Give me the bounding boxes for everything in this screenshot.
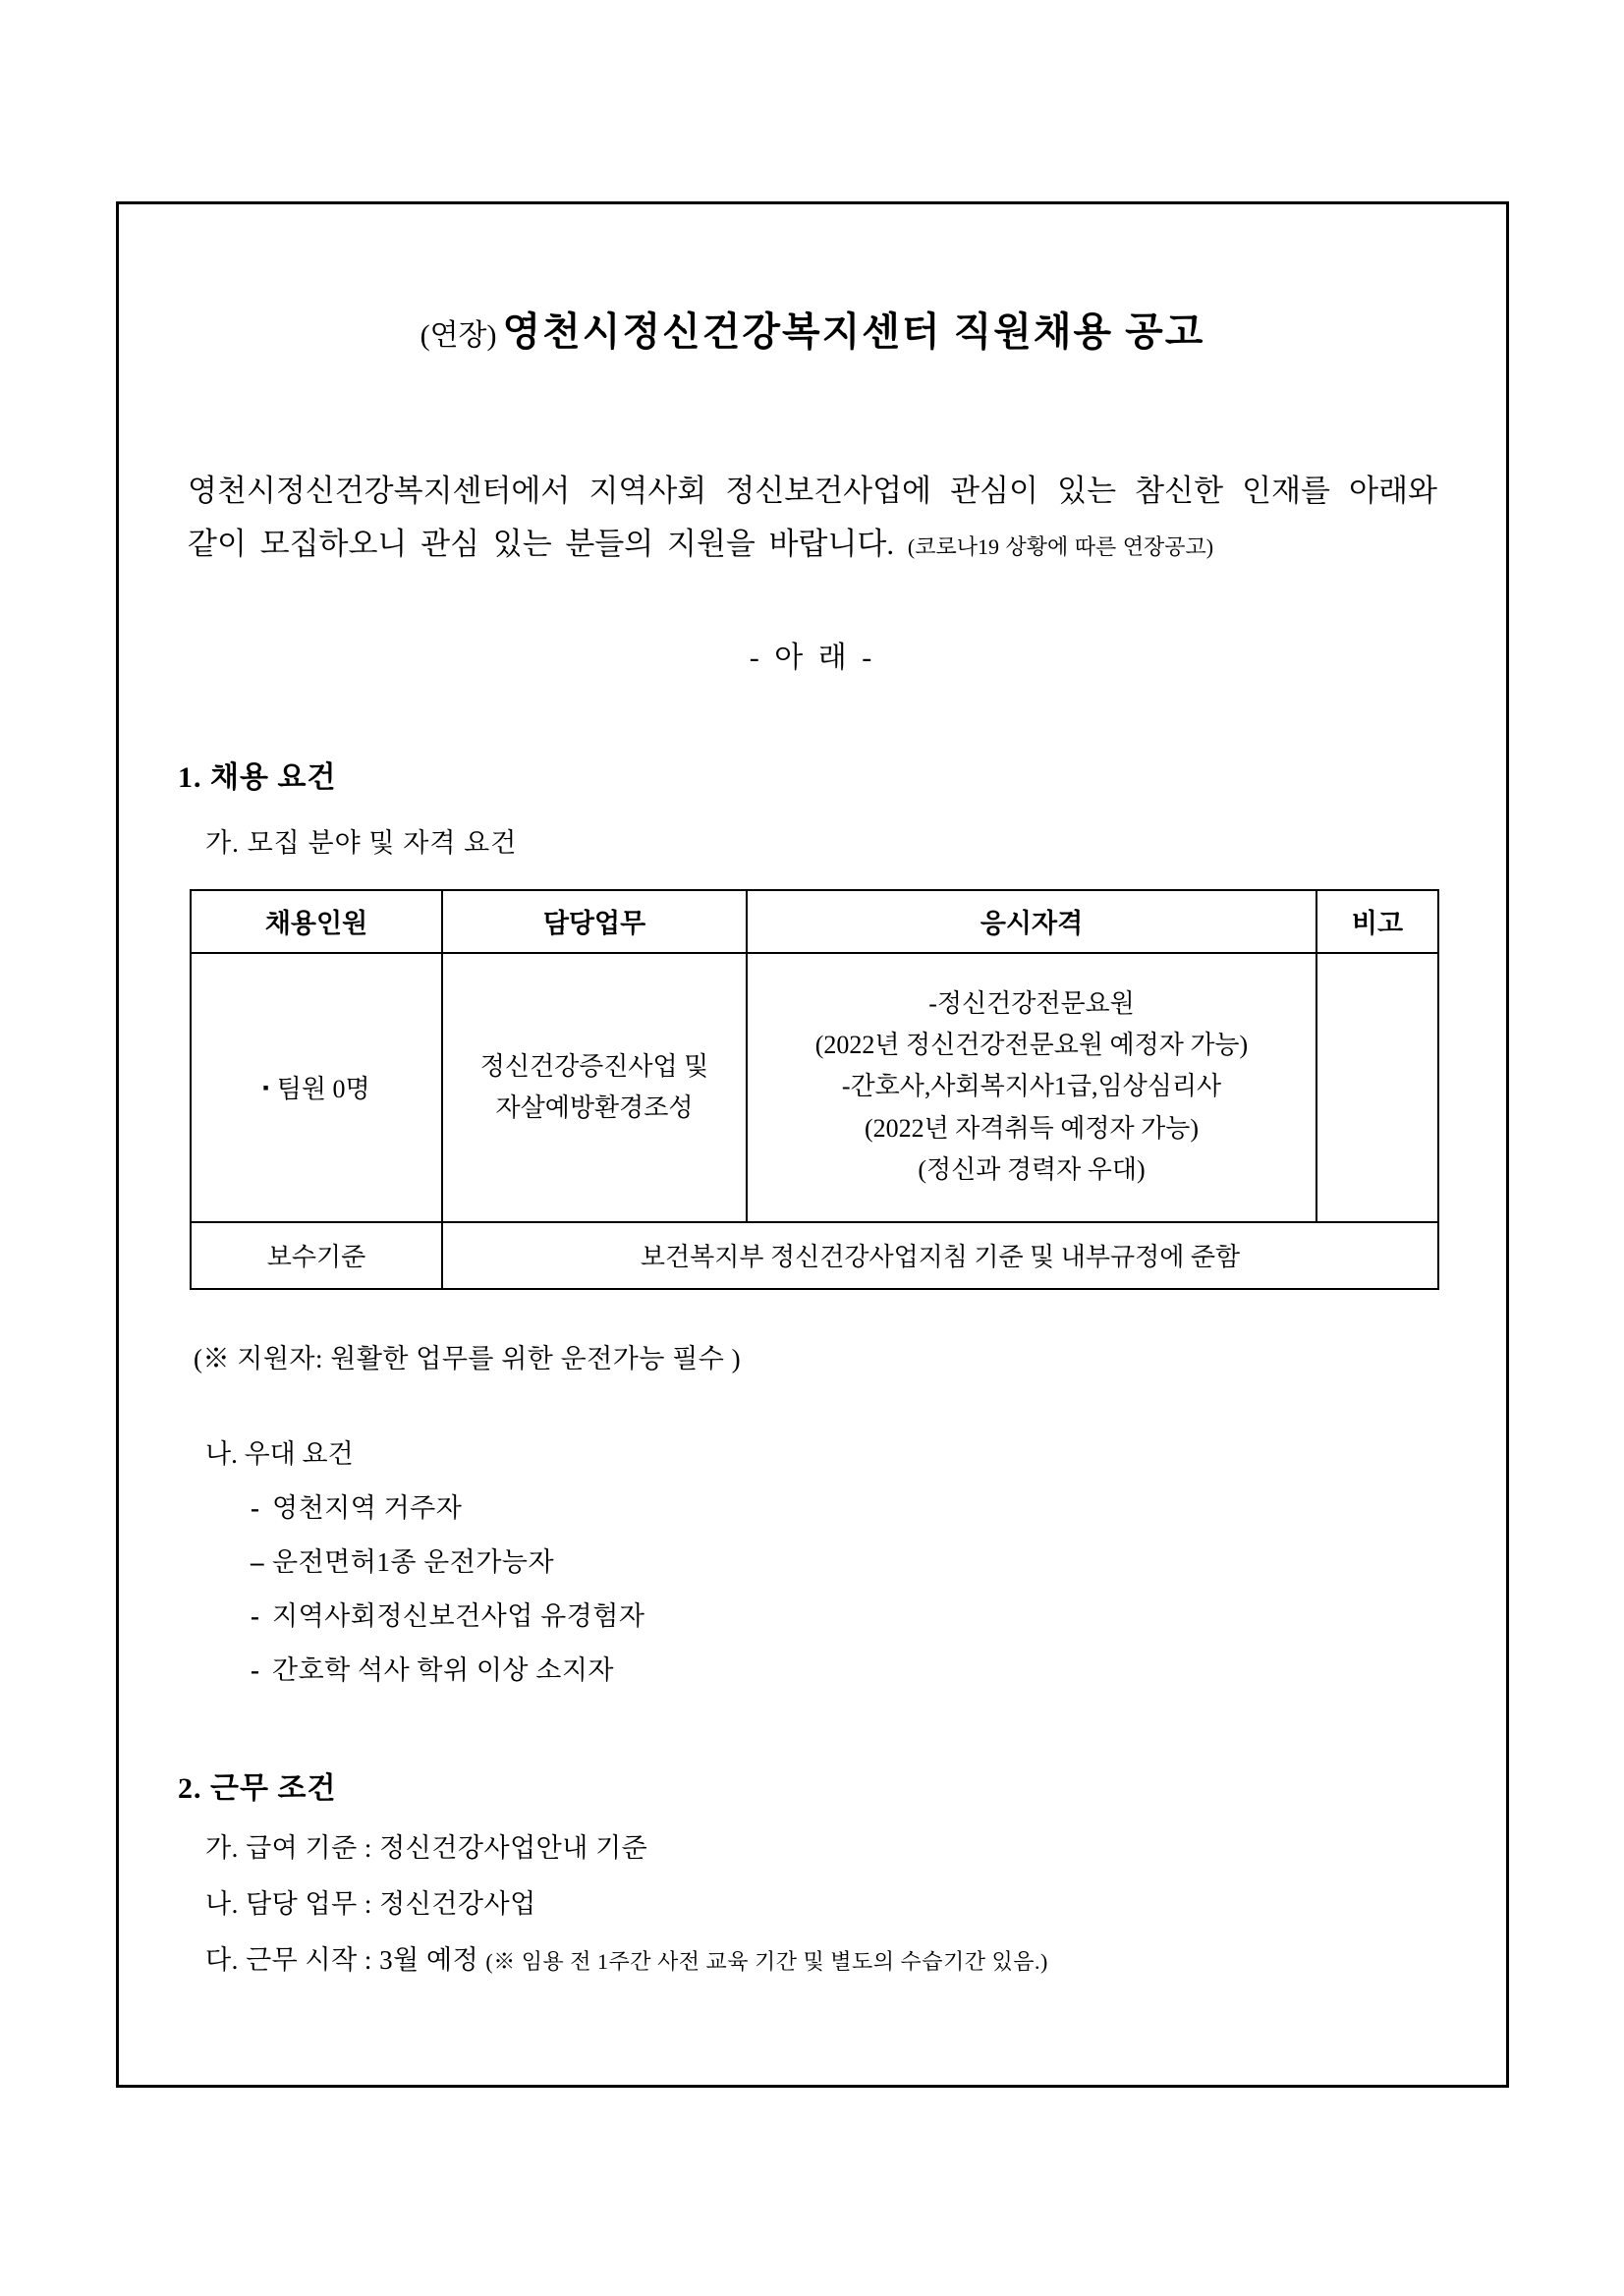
intro-note: (코로나19 상황에 따른 연장공고)	[907, 534, 1214, 560]
qualification-line: -정신건강전문요원	[928, 989, 1135, 1019]
list-item-text: 간호학 석사 학위 이상 소지자	[272, 1654, 614, 1685]
square-bullet-icon: ▪	[262, 1078, 269, 1097]
cell-duty	[442, 953, 747, 1222]
cell-remark	[1316, 953, 1438, 1222]
table-header-duty: 담당업무	[442, 890, 747, 953]
work-condition-item	[205, 1938, 1447, 1977]
table-row	[191, 953, 1438, 1222]
section1-heading: 1. 채용 요건	[178, 760, 337, 794]
recruitment-table	[190, 889, 1439, 1290]
work-condition-item	[205, 1882, 1447, 1921]
list-item-text: 영천지역 거주자	[272, 1492, 463, 1523]
work-condition-note: (※ 임용 전 1주간 사전 교육 기간 및 별도의 수습기간 있음.)	[485, 1948, 1048, 1974]
section1-sub-b: 나. 우대 요건	[205, 1438, 354, 1469]
document-body	[119, 204, 1506, 1977]
table-row-pay	[191, 1222, 1438, 1289]
dash-marker: -	[251, 1654, 260, 1685]
intro-text: 영천시정신건강복지센터에서 지역사회 정신보건사업에 관심이 있는 참신한 인재를 아래와 같이 모집하오니 관심 있는 분들의 지원을 바랍니다.	[188, 474, 1437, 562]
list-item	[251, 1595, 1447, 1633]
dash-marker: –	[251, 1546, 264, 1577]
cell-qualification	[747, 953, 1316, 1222]
work-condition-text: 가. 급여 기준 : 정신건강사업안내 기준	[205, 1832, 648, 1863]
cell-pay-value: 보건복지부 정신건강사업지침 기준 및 내부규정에 준함	[442, 1222, 1438, 1289]
intro-paragraph	[178, 465, 1447, 572]
list-item	[251, 1649, 1447, 1687]
section2-heading: 2. 근무 조건	[178, 1771, 337, 1805]
qualification-line: (2022년 자격취득 예정자 가능)	[865, 1113, 1199, 1143]
qualification-line: -간호사,사회복지사1급,임상심리사	[841, 1072, 1222, 1101]
list-item-text: 운전면허1종 운전가능자	[272, 1546, 555, 1577]
cell-count-text: 팀원 0명	[276, 1075, 370, 1103]
cell-duty-line2: 자살예방환경조성	[495, 1092, 694, 1122]
title-main: 영천시정신건강복지센터 직원채용 공고	[502, 309, 1205, 354]
dash-marker: -	[251, 1600, 260, 1631]
table-header-row	[191, 890, 1438, 953]
work-condition-item	[205, 1826, 1447, 1865]
table-header-qualification: 응시자격	[747, 890, 1316, 953]
work-condition-text: 나. 담당 업무 : 정신건강사업	[205, 1888, 536, 1919]
arae-divider: - 아 래 -	[749, 641, 876, 674]
cell-duty-line1: 정신건강증진사업 및	[479, 1051, 709, 1081]
dash-marker: -	[251, 1492, 260, 1523]
document-page	[116, 201, 1509, 2088]
list-item-text: 지역사회정신보건사업 유경험자	[272, 1600, 645, 1631]
work-condition-text: 다. 근무 시작 : 3월 예정	[205, 1944, 479, 1975]
list-item	[251, 1486, 1447, 1525]
title-prefix: (연장)	[420, 319, 497, 352]
section1-sub-a: 가. 모집 분야 및 자격 요건	[205, 827, 518, 858]
qualification-line: (정신과 경력자 우대)	[918, 1154, 1146, 1184]
document-title	[178, 301, 1447, 357]
preference-list	[178, 1486, 1447, 1687]
qualification-line: (2022년 정신건강전문요원 예정자 가능)	[814, 1031, 1249, 1060]
table-header-remark: 비고	[1316, 890, 1438, 953]
table-header-count: 채용인원	[191, 890, 442, 953]
applicant-note: (※ 지원자: 원활한 업무를 위한 운전가능 필수 )	[194, 1343, 742, 1373]
work-condition-list	[178, 1826, 1447, 1977]
cell-pay-label: 보수기준	[191, 1222, 442, 1289]
list-item	[251, 1540, 1447, 1579]
cell-count	[191, 953, 442, 1222]
